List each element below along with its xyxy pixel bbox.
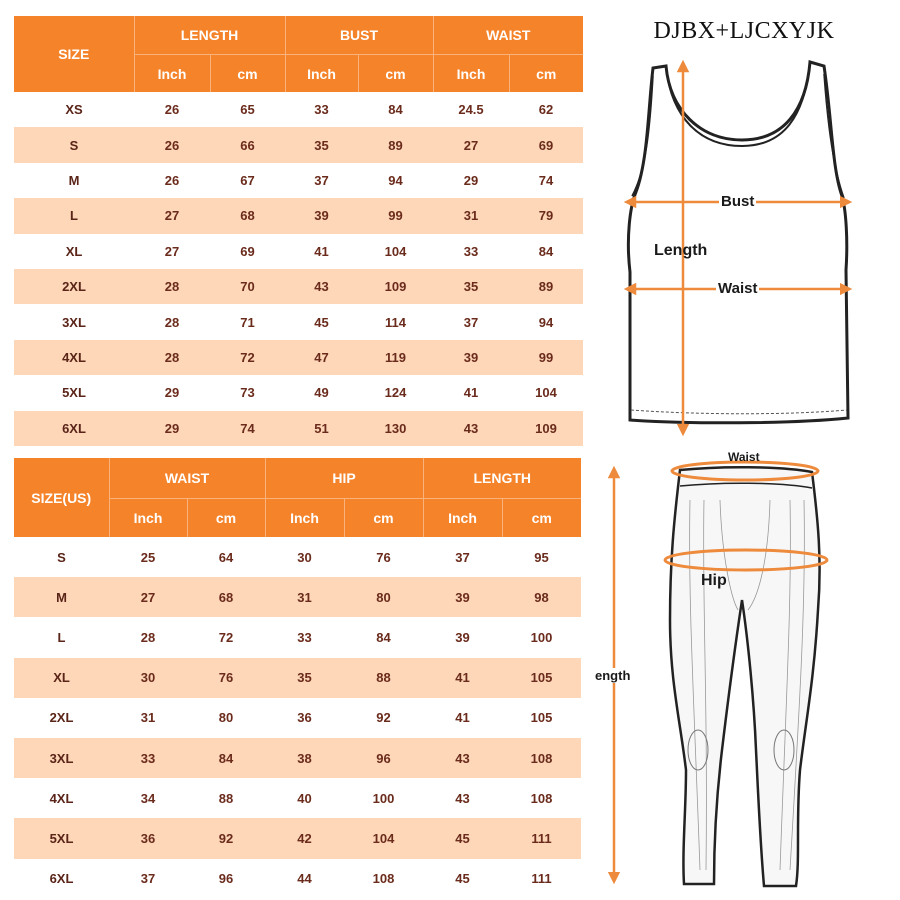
measurement-cell: 74 [210, 411, 285, 446]
size-cell: 2XL [14, 698, 109, 738]
measurement-cell: 39 [433, 340, 509, 375]
size-cell: XS [14, 92, 134, 127]
unit-header-cm: cm [187, 499, 265, 538]
measurement-cell: 119 [358, 340, 433, 375]
measurement-cell: 41 [423, 698, 502, 738]
measurement-cell: 42 [265, 818, 344, 858]
measurement-cell: 105 [502, 698, 581, 738]
measurement-cell: 33 [265, 617, 344, 657]
measurement-cell: 88 [344, 658, 423, 698]
size-cell: S [14, 127, 134, 162]
measurement-cell: 41 [433, 375, 509, 410]
measurement-cell: 67 [210, 163, 285, 198]
waist-group-header: WAIST [433, 16, 583, 55]
size-cell: 4XL [14, 340, 134, 375]
measurement-cell: 37 [423, 537, 502, 577]
measurement-cell: 111 [502, 818, 581, 858]
measurement-cell: 45 [285, 304, 358, 339]
measurement-cell: 76 [187, 658, 265, 698]
measurement-cell: 114 [358, 304, 433, 339]
measurement-cell: 38 [265, 738, 344, 778]
measurement-cell: 26 [134, 127, 210, 162]
size-cell: 3XL [14, 738, 109, 778]
measurement-cell: 40 [265, 778, 344, 818]
measurement-cell: 31 [433, 198, 509, 233]
measurement-cell: 96 [344, 738, 423, 778]
unit-header-cm: cm [358, 55, 433, 93]
measurement-cell: 36 [109, 818, 187, 858]
size-cell: 5XL [14, 375, 134, 410]
measurement-cell: 27 [134, 198, 210, 233]
size-cell: M [14, 577, 109, 617]
measurement-cell: 100 [344, 778, 423, 818]
unit-header-cm: cm [344, 499, 423, 538]
size-cell: L [14, 198, 134, 233]
measurement-cell: 33 [285, 92, 358, 127]
size-us-column-header: SIZE(US) [14, 458, 109, 537]
unit-header-inch: Inch [433, 55, 509, 93]
measurement-cell: 94 [358, 163, 433, 198]
measurement-cell: 73 [210, 375, 285, 410]
size-cell: XL [14, 658, 109, 698]
measurement-cell: 111 [502, 859, 581, 899]
unit-header-inch: Inch [109, 499, 187, 538]
measurement-cell: 35 [433, 269, 509, 304]
measurement-cell: 26 [134, 163, 210, 198]
measurement-cell: 44 [265, 859, 344, 899]
measurement-cell: 104 [358, 234, 433, 269]
size-cell: 6XL [14, 859, 109, 899]
measurement-cell: 104 [344, 818, 423, 858]
measurement-cell: 66 [210, 127, 285, 162]
measurement-cell: 84 [358, 92, 433, 127]
measurement-cell: 69 [210, 234, 285, 269]
bust-group-header: BUST [285, 16, 433, 55]
waist-group-header: WAIST [109, 458, 265, 499]
measurement-cell: 33 [433, 234, 509, 269]
measurement-cell: 27 [109, 577, 187, 617]
measurement-cell: 43 [285, 269, 358, 304]
unit-header-inch: Inch [265, 499, 344, 538]
measurement-cell: 84 [187, 738, 265, 778]
brand-title: DJBX+LJCXYJK [653, 18, 835, 44]
size-cell: 6XL [14, 411, 134, 446]
measurement-cell: 98 [502, 577, 581, 617]
size-cell: S [14, 537, 109, 577]
measurement-cell: 74 [509, 163, 583, 198]
measurement-cell: 43 [423, 778, 502, 818]
measurement-cell: 39 [423, 577, 502, 617]
measurement-cell: 96 [187, 859, 265, 899]
measurement-cell: 27 [433, 127, 509, 162]
measurement-cell: 84 [344, 617, 423, 657]
measurement-cell: 43 [423, 738, 502, 778]
size-cell: XL [14, 234, 134, 269]
measurement-cell: 89 [509, 269, 583, 304]
measurement-cell: 68 [187, 577, 265, 617]
leggings-hip-label: Hip [701, 572, 727, 589]
leggings-illustration [614, 462, 827, 886]
measurement-cell: 84 [509, 234, 583, 269]
leggings-waist-label: Waist [728, 450, 760, 464]
size-cell: L [14, 617, 109, 657]
measurement-cell: 34 [109, 778, 187, 818]
size-column-header: SIZE [14, 16, 134, 92]
measurement-cell: 89 [358, 127, 433, 162]
measurement-cell: 29 [433, 163, 509, 198]
waist-label: Waist [718, 280, 758, 297]
unit-header-cm: cm [509, 55, 583, 93]
measurement-cell: 45 [423, 859, 502, 899]
measurement-cell: 43 [433, 411, 509, 446]
measurement-cell: 95 [502, 537, 581, 577]
hip-group-header: HIP [265, 458, 423, 499]
measurement-cell: 105 [502, 658, 581, 698]
measurement-cell: 28 [109, 617, 187, 657]
measurement-cell: 31 [109, 698, 187, 738]
measurement-cell: 92 [187, 818, 265, 858]
measurement-cell: 33 [109, 738, 187, 778]
measurement-cell: 104 [509, 375, 583, 410]
measurement-cell: 26 [134, 92, 210, 127]
measurement-cell: 72 [187, 617, 265, 657]
measurement-cell: 100 [502, 617, 581, 657]
measurement-cell: 37 [433, 304, 509, 339]
measurement-cell: 130 [358, 411, 433, 446]
measurement-cell: 27 [134, 234, 210, 269]
measurement-cell: 108 [502, 778, 581, 818]
measurement-cell: 71 [210, 304, 285, 339]
measurement-cell: 62 [509, 92, 583, 127]
measurement-cell: 108 [502, 738, 581, 778]
bust-label: Bust [721, 193, 755, 210]
size-cell: 2XL [14, 269, 134, 304]
measurement-cell: 30 [109, 658, 187, 698]
measurement-cell: 28 [134, 340, 210, 375]
measurement-cell: 45 [423, 818, 502, 858]
measurement-cell: 47 [285, 340, 358, 375]
unit-header-inch: Inch [134, 55, 210, 93]
length-label: Length [654, 242, 708, 259]
measurement-cell: 49 [285, 375, 358, 410]
measurement-cell: 37 [109, 859, 187, 899]
measurement-cell: 36 [265, 698, 344, 738]
size-cell: M [14, 163, 134, 198]
measurement-cell: 124 [358, 375, 433, 410]
size-cell: 5XL [14, 818, 109, 858]
measurement-cell: 39 [423, 617, 502, 657]
measurement-cell: 80 [187, 698, 265, 738]
measurement-cell: 99 [509, 340, 583, 375]
measurement-cell: 30 [265, 537, 344, 577]
measurement-cell: 94 [509, 304, 583, 339]
measurement-cell: 29 [134, 375, 210, 410]
measurement-cell: 28 [134, 269, 210, 304]
measurement-cell: 108 [344, 859, 423, 899]
measurement-cell: 35 [265, 658, 344, 698]
unit-header-cm: cm [502, 499, 581, 538]
measurement-cell: 28 [134, 304, 210, 339]
unit-header-inch: Inch [423, 499, 502, 538]
measurement-cell: 41 [423, 658, 502, 698]
measurement-cell: 25 [109, 537, 187, 577]
measurement-cell: 51 [285, 411, 358, 446]
measurement-cell: 41 [285, 234, 358, 269]
measurement-cell: 39 [285, 198, 358, 233]
measurement-cell: 35 [285, 127, 358, 162]
measurement-cell: 79 [509, 198, 583, 233]
leggings-length-label: ength [595, 668, 631, 683]
measurement-cell: 69 [509, 127, 583, 162]
measurement-cell: 109 [509, 411, 583, 446]
measurement-cell: 37 [285, 163, 358, 198]
unit-header-cm: cm [210, 55, 285, 93]
measurement-cell: 99 [358, 198, 433, 233]
measurement-cell: 29 [134, 411, 210, 446]
measurement-cell: 92 [344, 698, 423, 738]
measurement-cell: 68 [210, 198, 285, 233]
measurement-cell: 24.5 [433, 92, 509, 127]
unit-header-inch: Inch [285, 55, 358, 93]
measurement-cell: 31 [265, 577, 344, 617]
measurement-cell: 80 [344, 577, 423, 617]
measurement-cell: 65 [210, 92, 285, 127]
measurement-cell: 64 [187, 537, 265, 577]
length-group-header: LENGTH [423, 458, 581, 499]
size-cell: 4XL [14, 778, 109, 818]
measurement-cell: 109 [358, 269, 433, 304]
measurement-cell: 70 [210, 269, 285, 304]
length-group-header: LENGTH [134, 16, 285, 55]
measurement-cell: 88 [187, 778, 265, 818]
size-cell: 3XL [14, 304, 134, 339]
measurement-cell: 76 [344, 537, 423, 577]
measurement-cell: 72 [210, 340, 285, 375]
